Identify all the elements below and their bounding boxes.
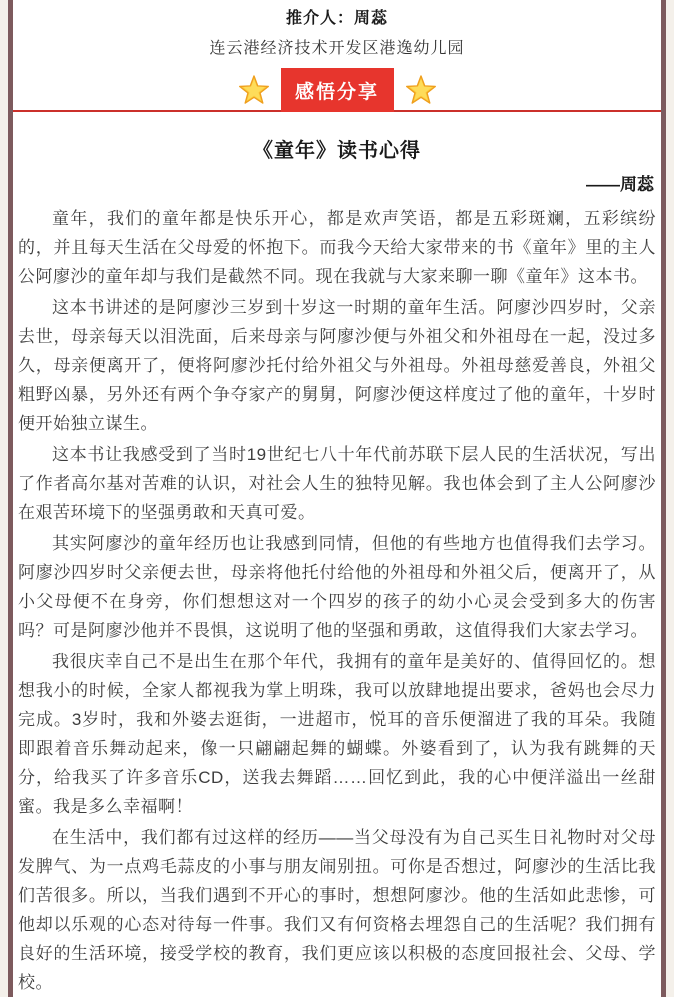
star-icon bbox=[405, 74, 437, 106]
paragraph: 在生活中，我们都有过这样的经历——当父母没有为自己买生日礼物时对父母发脾气、为一点鸡毛蒜皮的小事与朋友闹别扭。可你是否想过，阿廖沙的生活比我们苦很多。所以，当我们遇到不开心的事时，想想阿廖沙。他的生活如此悲惨，可他却以乐观的心态对待每一件事。我们又有何资格去埋怨自己的生活呢？我们拥有良好的生活环境，接受学校的教育，我们更应该以积极的态度回报社会、父母、学校。 bbox=[18, 828, 656, 992]
paragraph: 其实阿廖沙的童年经历也让我感到同情，但他的有些地方也值得我们去学习。阿廖沙四岁时父亲便去世，母亲将他托付给他的外祖母和外祖父后，便离开了，从小父母便不在身旁，你们想想这对一个四岁的孩子的幼小心灵会受到多大的伤害吗？可是阿廖沙他并不畏惧，这说明了他的坚强和勇敢，这值得我们大家去学习。 bbox=[18, 534, 656, 640]
article-title: 《童年》读书心得 bbox=[253, 140, 421, 162]
star-icon bbox=[238, 74, 270, 106]
organization-line: 连云港经济技术开发区港逸幼儿园 bbox=[209, 40, 465, 57]
share-banner: 感悟分享 bbox=[281, 68, 394, 112]
paragraph: 这本书让我感受到了当时19世纪七八十年代前苏联下层人民的生活状况，写出了作者高尔基对苦难的认识，对社会人生的独特见解。我也体会到了主人公阿廖沙在艰苦环境下的坚强勇敢和天真可爱。 bbox=[18, 445, 656, 522]
banner-section bbox=[18, 68, 656, 112]
recommender-line: 推介人：周蕊 bbox=[285, 10, 388, 27]
article-author: ——周蕊 bbox=[586, 175, 654, 194]
article-page bbox=[8, 0, 666, 997]
paragraph: 我很庆幸自己不是出生在那个年代，我拥有的童年是美好的、值得回忆的。想想我小的时候，全家人都视我为掌上明珠，我可以放肆地提出要求，爸妈也会尽力完成。3岁时，我和外婆去逛街，一进超市，悦耳的音乐便溜进了我的耳朵。我随即跟着音乐舞动起来，像一只翩翩起舞的蝴蝶。外婆看到了，认为我有跳舞的天分，给我买了许多音乐CD，送我去舞蹈……回忆到此，我的心中便洋溢出一丝甜蜜。我是多么幸福啊！ bbox=[18, 652, 656, 816]
article-body bbox=[18, 204, 656, 997]
paragraph: 童年，我们的童年都是快乐开心，都是欢声笑语，都是五彩斑斓，五彩缤纷的，并且每天生活在父母爱的怀抱下。而我今天给大家带来的书《童年》里的主人公阿廖沙的童年却与我们是截然不同。现在我就与大家来聊一聊《童年》这本书。 bbox=[18, 209, 656, 286]
paragraph: 这本书讲述的是阿廖沙三岁到十岁这一时期的童年生活。阿廖沙四岁时，父亲去世，母亲每天以泪洗面，后来母亲与阿廖沙便与外祖父和外祖母在一起，没过多久，母亲便离开了，便将阿廖沙托付给外祖父与外祖母。外祖母慈爱善良，外祖父粗野凶暴，另外还有两个争夺家产的舅舅，阿廖沙便这样度过了他的童年，十岁时便开始独立谋生。 bbox=[18, 298, 656, 433]
